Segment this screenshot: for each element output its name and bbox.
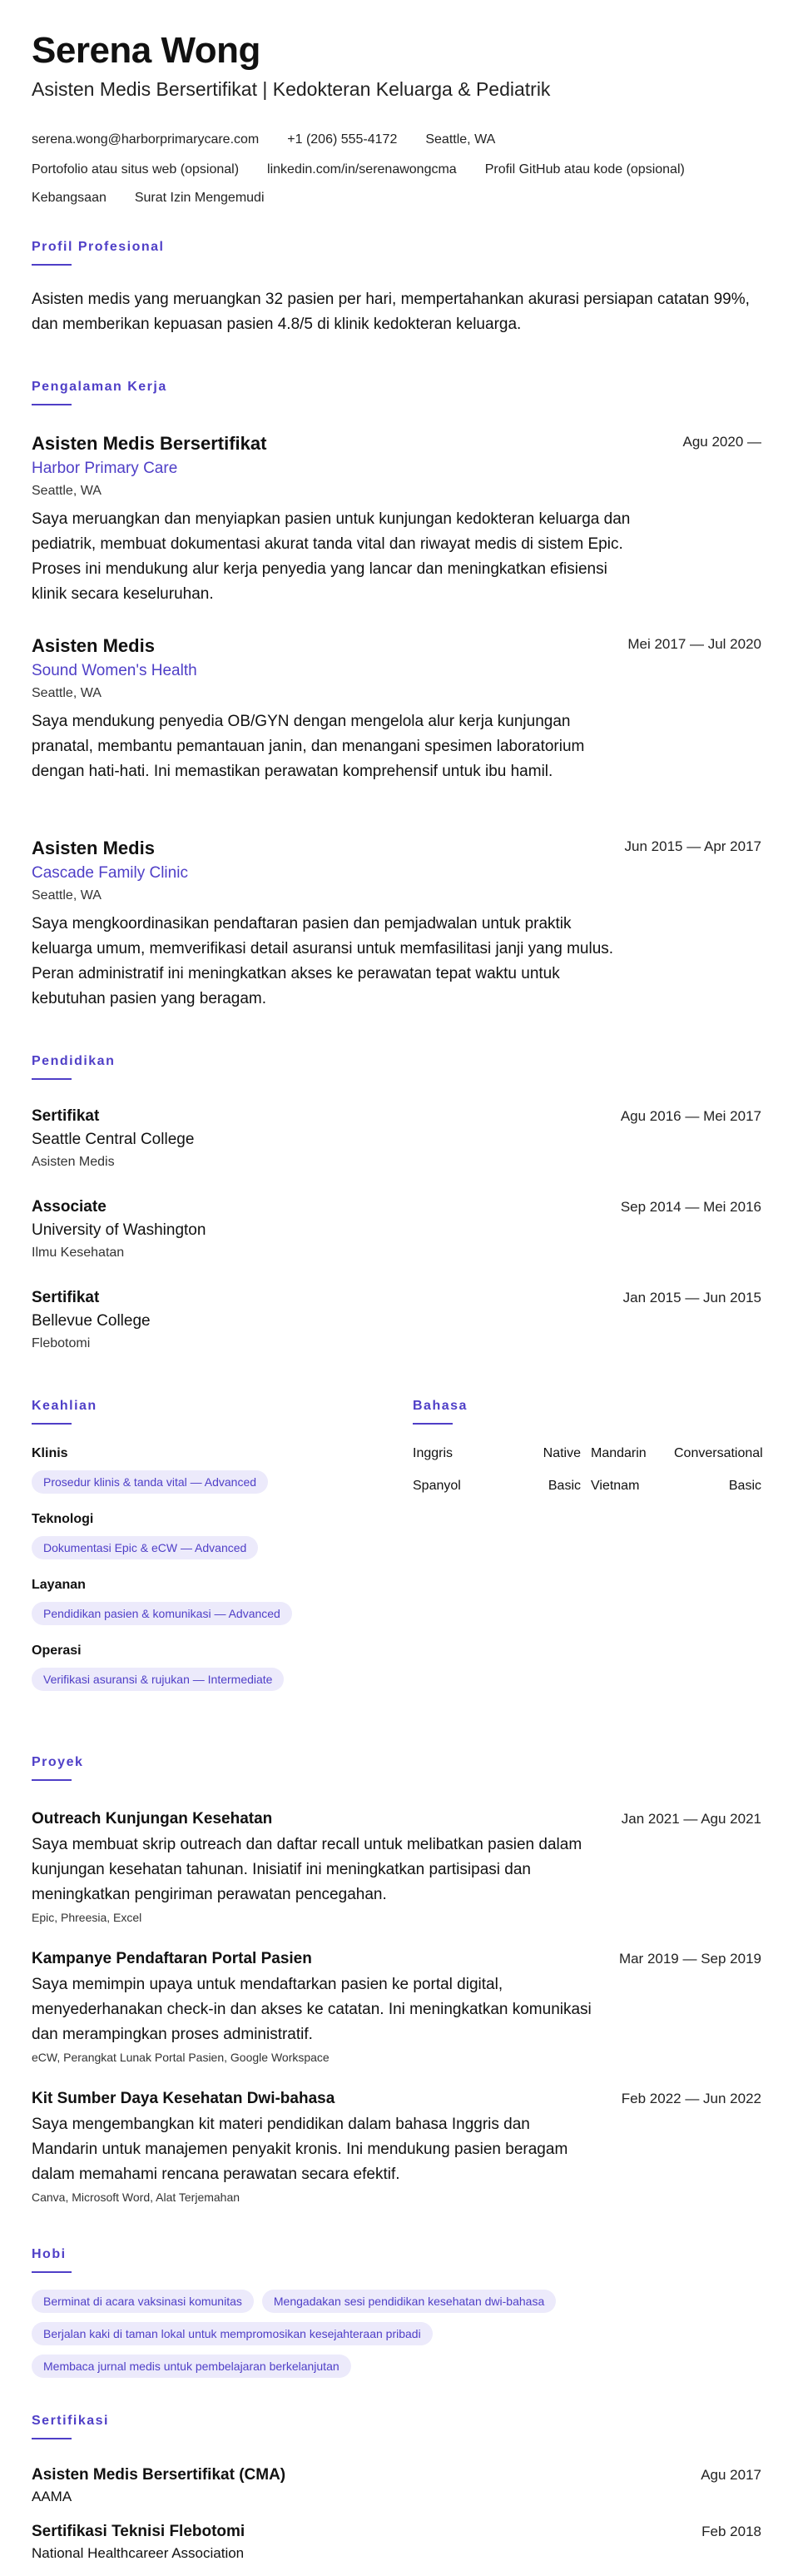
skill-group [32,1510,413,1559]
skill-chip: Prosedur klinis & tanda vital — Advanced [32,1470,268,1494]
languages-section [413,1398,761,1691]
job-entry [32,836,761,1012]
project-entry [32,1948,761,2066]
project-entry [32,1808,761,1926]
skill-chip: Verifikasi asuransi & rujukan — Intermediate [32,1668,284,1691]
section-title-certifications: Sertifikasi [32,2414,109,2428]
section-divider [32,1423,72,1425]
contact-email[interactable]: serena.wong@harborprimarycare.com [32,132,260,147]
profile-summary: Asisten medis yang meruangkan 32 pasien per hari, mempertahankan akurasi persiapan catatan 99%, dan memberikan kepuasan pasien 4.8/5 di klinik kedokteran keluarga. [32,291,750,333]
hobbies-section [32,2246,761,2387]
education-school: Seattle Central College [32,1131,195,1148]
language-level: Basic [548,1479,581,1493]
section-divider [32,404,72,405]
job-company: Sound Women's Health [32,662,197,679]
education-entry [32,1106,761,1171]
section-title-profile: Profil Profesional [32,240,165,254]
contact-license: Surat Izin Mengemudi [134,191,265,205]
job-dates: Mei 2017 — Jul 2020 [627,636,761,652]
section-divider [32,1078,72,1080]
skill-category: Teknologi [32,1512,94,1526]
skill-category: Klinis [32,1446,68,1460]
section-title-education: Pendidikan [32,1054,116,1068]
job-dates: Jun 2015 — Apr 2017 [624,838,761,854]
education-dates: Agu 2016 — Mei 2017 [620,1108,761,1124]
education-school: Bellevue College [32,1312,151,1330]
language-level: Conversational [674,1446,763,1460]
certification-name: Sertifikasi Teknisi Flebotomi [32,2523,245,2540]
candidate-name: Serena Wong [32,30,260,71]
project-entry [32,2088,761,2206]
contact-portfolio[interactable]: Portofolio atau situs web (opsional) [32,162,240,177]
certification-date: Feb 2018 [701,2524,761,2539]
resume-header [32,30,761,102]
skill-category: Operasi [32,1644,82,1658]
language-name: Mandarin [591,1446,647,1460]
job-entry [32,431,761,607]
projects-section [32,1754,761,1781]
certification-date: Agu 2017 [701,2467,761,2483]
skill-group [32,1642,413,1691]
project-description: Saya mengembangkan kit materi pendidikan dalam bahasa Inggris dan Mandarin untuk manajemen penyakit kronis. Ini mendukung pasien beragam dalam memahami rencana perawatan secara efektif. [32,2116,568,2183]
job-location: Seattle, WA [32,888,102,903]
hobby-chip: Mengadakan sesi pendidikan kesehatan dwi-bahasa [262,2290,556,2313]
project-dates: Feb 2022 — Jun 2022 [621,2091,761,2106]
candidate-headline: Asisten Medis Bersertifikat | Kedokteran Keluarga & Pediatrik [32,78,551,100]
section-divider [413,1423,453,1425]
project-title: Kampanye Pendaftaran Portal Pasien [32,1950,312,1967]
contact-row-3 [32,189,761,207]
job-title: Asisten Medis [32,635,155,656]
certification-entry [32,2464,761,2507]
language-name: Inggris [413,1446,453,1460]
education-degree: Associate [32,1198,107,1216]
section-title-experience: Pengalaman Kerja [32,380,167,394]
certifications-section [32,2413,761,2439]
education-entry [32,1196,761,1262]
section-title-skills: Keahlian [32,1399,97,1413]
hobby-list [32,2290,664,2387]
job-description: Saya mengkoordinasikan pendaftaran pasien dan pemjadwalan untuk praktik keluarga umum, memverifikasi detail asuransi untuk memfasilitasi janji yang mulus. Peran administratif ini meningkatkan akses ke perawatan tepat waktu untuk kebutuhan pasien yang beragam. [32,915,614,1007]
skill-group [32,1445,413,1494]
skill-chip: Pendidikan pasien & komunikasi — Advanced [32,1602,292,1625]
contact-github[interactable]: Profil GitHub atau kode (opsional) [484,162,685,177]
language-level: Native [543,1446,581,1460]
contact-row-1 [32,131,761,149]
contact-nationality: Kebangsaan [32,191,107,205]
job-title: Asisten Medis [32,838,155,858]
profile-section [32,239,761,337]
education-dates: Sep 2014 — Mei 2016 [620,1199,761,1215]
education-degree: Sertifikat [32,1289,100,1306]
job-entry [32,634,761,784]
certification-entry [32,2521,761,2564]
skill-group [32,1576,413,1625]
project-tools: Canva, Microsoft Word, Alat Terjemahan [32,2191,240,2204]
section-divider [32,264,72,266]
job-company: Cascade Family Clinic [32,864,188,882]
project-dates: Mar 2019 — Sep 2019 [618,1951,761,1967]
section-title-hobbies: Hobi [32,2247,67,2261]
education-entry [32,1287,761,1353]
section-divider [32,2438,72,2439]
project-tools: eCW, Perangkat Lunak Portal Pasien, Google Workspace [32,2051,330,2064]
section-title-projects: Proyek [32,1755,84,1769]
education-field: Ilmu Kesehatan [32,1246,125,1260]
hobby-chip: Membaca jurnal medis untuk pembelajaran berkelanjutan [32,2355,351,2378]
job-company: Harbor Primary Care [32,460,178,477]
project-description: Saya membuat skrip outreach dan daftar recall untuk melibatkan pasien dalam kunjungan kesehatan tahunan. Inisiatif ini meningkatkan partisipasi dan meningkatkan pengiriman perawatan pencegahan. [32,1836,582,1903]
skills-section [32,1398,413,1691]
education-field: Flebotomi [32,1336,91,1350]
education-degree: Sertifikat [32,1107,100,1125]
section-divider [32,1779,72,1781]
certification-name: Asisten Medis Bersertifikat (CMA) [32,2466,286,2484]
hobby-chip: Berminat di acara vaksinasi komunitas [32,2290,254,2313]
project-description: Saya memimpin upaya untuk mendaftarkan pasien ke portal digital, menyederhanakan check-in dan akses ke catatan. Ini meningkatkan komunikasi dan merampingkan proses administratif. [32,1976,592,2043]
job-description: Saya mendukung penyedia OB/GYN dengan mengelola alur kerja kunjungan pranatal, membantu pemantauan janin, dan menangani spesimen laboratorium dengan hati-hati. Ini memastikan perawatan komprehensif untuk ibu hamil. [32,713,585,780]
job-description: Saya meruangkan dan menyiapkan pasien untuk kunjungan kedokteran keluarga dan pediatrik, membuat dokumentasi akurat tanda vital dan riwayat medis di sistem Epic. Proses ini mendukung alur kerja penyedia yang lancar dan meningkatkan efisiensi klinik secara keseluruhan. [32,510,631,603]
skill-category: Layanan [32,1578,86,1592]
certification-issuer: AAMA [32,2489,72,2504]
language-level: Basic [728,1479,761,1493]
contact-row-2 [32,161,761,179]
section-title-languages: Bahasa [413,1399,468,1413]
job-location: Seattle, WA [32,686,102,700]
education-field: Asisten Medis [32,1155,115,1169]
language-list [413,1445,761,1495]
language-name: Spanyol [413,1479,461,1493]
contact-location: Seattle, WA [425,132,496,147]
job-location: Seattle, WA [32,484,102,498]
certification-issuer: National Healthcareer Association [32,2545,245,2561]
education-dates: Jan 2015 — Jun 2015 [622,1290,761,1305]
section-divider [32,2271,72,2273]
education-section [32,1053,761,1080]
project-dates: Jan 2021 — Agu 2021 [621,1811,761,1827]
hobby-chip: Berjalan kaki di taman lokal untuk mempromosikan kesejahteraan pribadi [32,2322,433,2345]
education-school: University of Washington [32,1221,206,1239]
contact-linkedin[interactable]: linkedin.com/in/serenawongcma [267,162,457,177]
language-name: Vietnam [591,1479,640,1493]
project-tools: Epic, Phreesia, Excel [32,1911,142,1924]
job-title: Asisten Medis Bersertifikat [32,433,267,454]
project-title: Kit Sumber Daya Kesehatan Dwi-bahasa [32,2090,335,2107]
experience-section [32,379,761,405]
contact-phone[interactable]: +1 (206) 555-4172 [287,132,398,147]
skills-languages-row [32,1398,761,1691]
project-title: Outreach Kunjungan Kesehatan [32,1810,273,1828]
job-dates: Agu 2020 — [682,434,761,450]
skill-chip: Dokumentasi Epic & eCW — Advanced [32,1536,258,1559]
